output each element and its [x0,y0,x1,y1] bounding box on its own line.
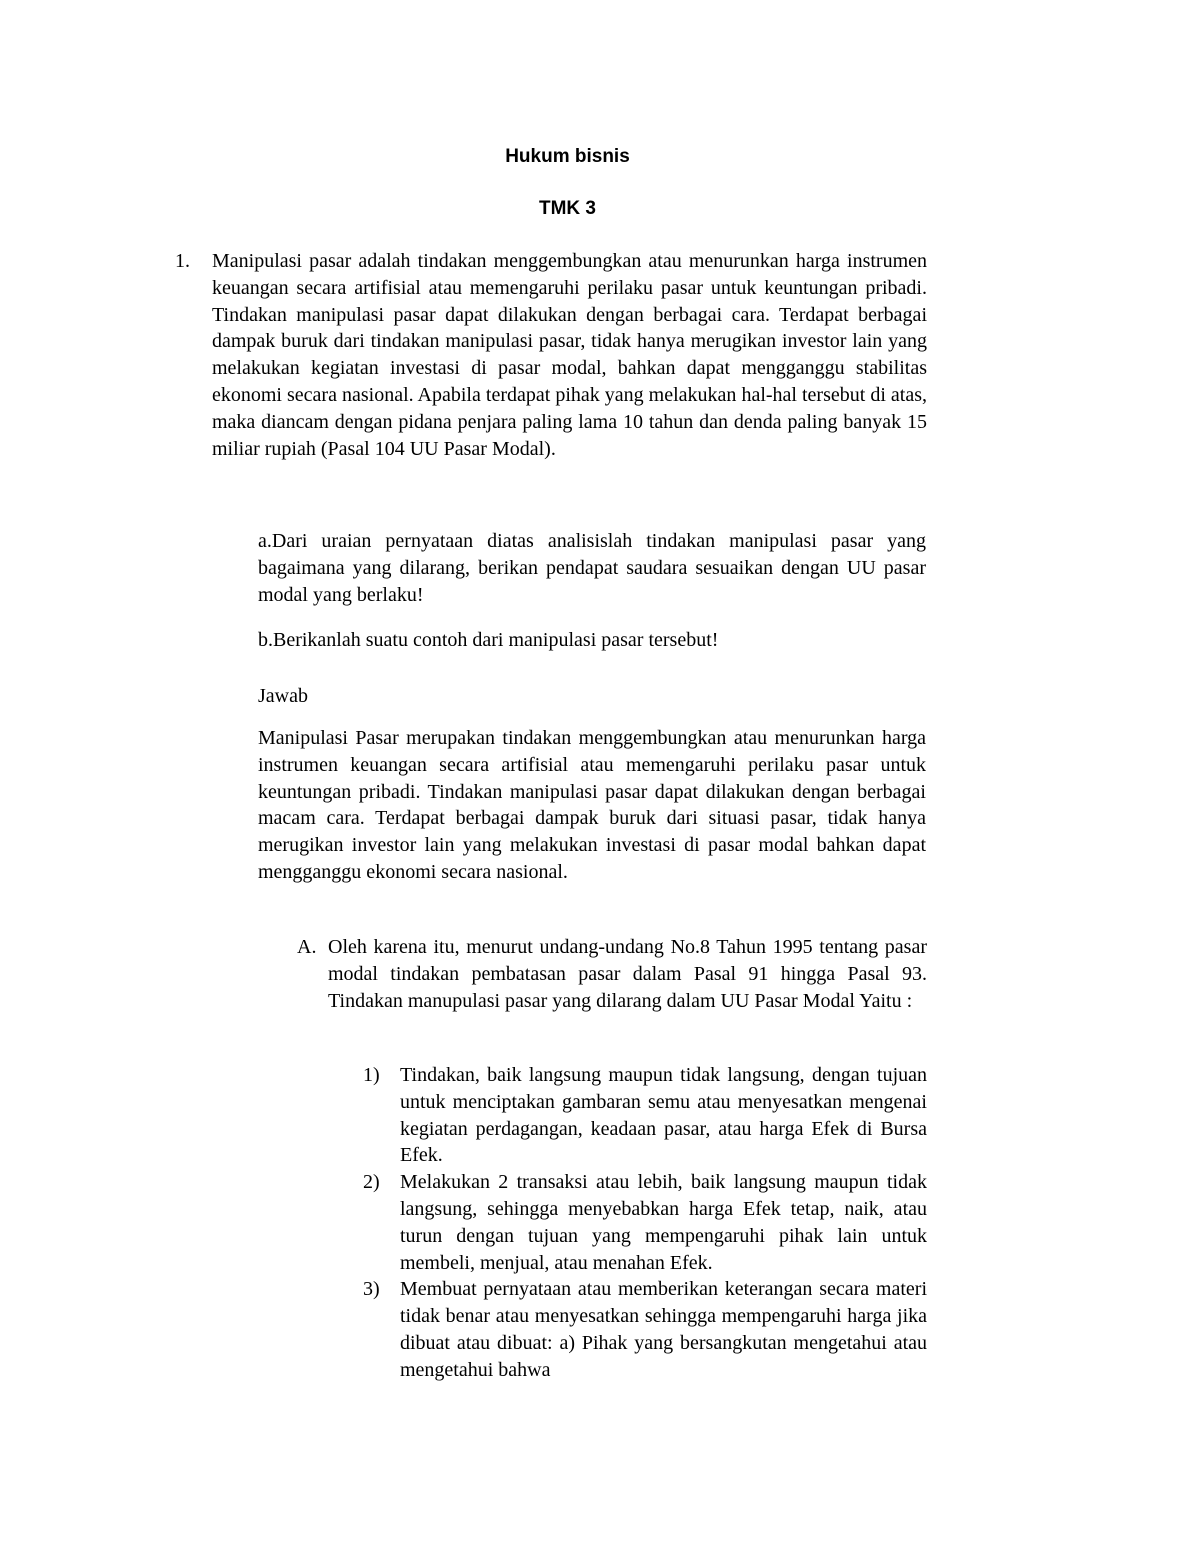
question-text: Manipulasi pasar adalah tindakan menggembungkan atau menurunkan harga instrumen keuangan secara artifisial atau memengaruhi perilaku pasar untuk keuntungan pribadi. Tindakan manipulasi pasar dapat dilakukan dengan berbagai cara. Terdapat berbagai dampak buruk dari tindakan manipulasi pasar, tidak hanya merugikan investor lain yang melakukan kegiatan investasi di pasar modal, bahkan dapat mengganggu stabilitas ekonomi secara nasional. Apabila terdapat pihak yang melakukan hal-hal tersebut di atas, maka diancam dengan pidana penjara paling lama 10 tahun dan denda paling banyak 15 miliar rupiah (Pasal 104 UU Pasar Modal). [212,250,927,460]
list-item-text: Membuat pernyataan atau memberikan keterangan secara materi tidak benar atau menyesatkan sehingga mempengaruhi harga jika dibuat atau dibuat: a) Pihak yang bersangkutan mengetahui atau mengetahui bahwa [400,1278,927,1381]
prohibited-actions-list [363,1062,927,1384]
point-a-text: Oleh karena itu, menurut undang-undang No.8 Tahun 1995 tentang pasar modal tindakan pembatasan pasar dalam Pasal 91 hingga Pasal 93. Tindakan manupulasi pasar yang dilarang dalam UU Pasar Modal Yaitu : [328,936,927,1012]
list-item [363,1169,927,1276]
list-item-marker: 1) [363,1064,380,1086]
list-item-marker: 2) [363,1171,380,1194]
list-item [363,1062,927,1169]
question-sub-b: b.Berikanlah suatu contoh dari manipulasi pasar tersebut! [258,629,719,651]
answer-intro: Manipulasi Pasar merupakan tindakan menggembungkan atau menurunkan harga instrumen keuangan secara artifisial atau memengaruhi perilaku pasar untuk keuntungan pribadi. Tindakan manipulasi pasar dapat dilakukan dengan berbagai macam cara. Terdapat berbagai dampak buruk dari situasi pasar, tidak hanya merugikan investor lain yang melakukan investasi di pasar modal bahkan dapat mengganggu ekonomi secara nasional. [258,727,926,883]
list-item [363,1276,927,1383]
list-item-marker: 3) [363,1278,380,1301]
list-item-text: Melakukan 2 transaksi atau lebih, baik langsung maupun tidak langsung, sehingga menyebabkan harga Efek tetap, naik, atau turun dengan tujuan yang mempengaruhi pihak lain untuk membeli, menjual, atau menahan Efek. [400,1171,927,1274]
answer-label: Jawab [258,685,308,707]
answer-point-a [297,934,927,1014]
list-item-text: Tindakan, baik langsung maupun tidak langsung, dengan tujuan untuk menciptakan gambaran semu atau menyesatkan mengenai kegiatan perdagangan, keadaan pasar, atau harga Efek di Bursa Efek. [400,1064,927,1167]
document-title: Hukum bisnis [505,146,630,167]
question-1 [175,248,927,462]
document-subtitle: TMK 3 [539,198,596,219]
question-sub-a: a.Dari uraian pernyataan diatas analisislah tindakan manipulasi pasar yang bagaimana yang dilarang, berikan pendapat saudara sesuaikan dengan UU pasar modal yang berlaku! [258,530,926,606]
question-number: 1. [175,250,190,272]
point-a-marker: A. [297,936,317,958]
